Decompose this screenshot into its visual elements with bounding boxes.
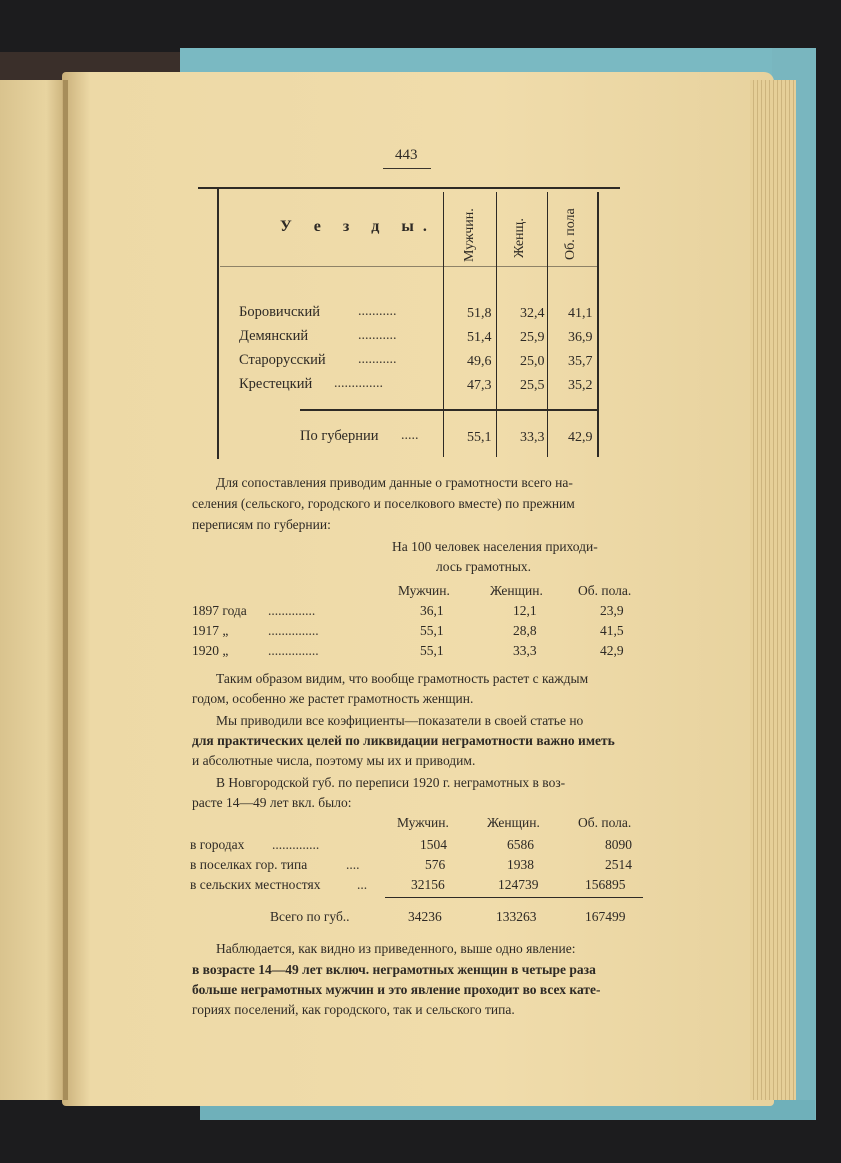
- total-both: 42,9: [568, 430, 593, 445]
- table-caption: лось грамотных.: [436, 559, 532, 574]
- table-row-dots: ...........: [358, 304, 397, 319]
- table-row-dots: ...........: [358, 352, 397, 367]
- total-row-dots: .....: [401, 428, 419, 443]
- cell-both: 41,1: [568, 306, 593, 321]
- row-label: в сельских местностях: [190, 877, 321, 892]
- cell-women: 32,4: [520, 306, 545, 321]
- total-rule: [385, 897, 643, 898]
- paragraph-line: переписям по губернии:: [192, 517, 331, 532]
- cell-both: 35,7: [568, 354, 593, 369]
- table-right-rule: [597, 192, 599, 457]
- col-header-both: Об. пола.: [578, 815, 632, 830]
- table-row-name: Демянский: [239, 328, 309, 344]
- cell-women: 124739: [498, 877, 539, 892]
- table-left-rule: [217, 189, 219, 459]
- cell-men: 51,8: [467, 306, 492, 321]
- paragraph-line: Для сопоставления приводим данные о грамотности всего на-: [216, 475, 573, 490]
- table-total-rule: [300, 409, 598, 411]
- table-col-divider: [496, 192, 497, 457]
- page-edges: [750, 80, 796, 1100]
- total-both: 167499: [585, 909, 626, 924]
- cell-women: 33,3: [513, 643, 537, 658]
- row-dots: ...............: [268, 623, 319, 638]
- row-dots: ..............: [268, 603, 316, 618]
- paragraph-line: в возрасте 14—49 лет включ. неграмотных женщин в четыре раза: [192, 962, 596, 977]
- total-row-name: По губернии: [300, 428, 379, 444]
- row-dots: ....: [346, 857, 360, 872]
- cell-women: 25,0: [520, 354, 545, 369]
- cell-both: 42,9: [600, 643, 624, 658]
- cell-men: 55,1: [420, 623, 444, 638]
- col-header-men: Мужчин.: [398, 583, 450, 598]
- cell-women: 25,5: [520, 378, 545, 393]
- col-header-women: Женщин.: [487, 815, 540, 830]
- cell-both: 156895: [585, 877, 626, 892]
- col-header-men: Мужчин.: [397, 815, 449, 830]
- cell-men: 32156: [411, 877, 445, 892]
- total-men: 34236: [408, 909, 442, 924]
- cell-men: 51,4: [467, 330, 492, 345]
- cell-women: 1938: [507, 857, 534, 872]
- year-label: 1897 года: [192, 603, 247, 618]
- total-women: 133263: [496, 909, 537, 924]
- cell-women: 6586: [507, 837, 534, 852]
- row-label: в поселках гор. типа: [190, 857, 308, 872]
- table-row-name: Боровичский: [239, 304, 320, 320]
- paragraph-line: Наблюдается, как видно из приведенного, выше одно явление:: [216, 941, 576, 956]
- paragraph-line: Таким образом видим, что вообще грамотность растет с каждым: [216, 671, 589, 686]
- table-header-rule: [220, 266, 597, 267]
- year-label: 1917 „: [192, 623, 229, 638]
- table-col-divider: [547, 192, 548, 457]
- table-row-dots: ..............: [334, 376, 383, 391]
- table-caption: На 100 человек населения приходи-: [392, 539, 598, 554]
- cell-men: 36,1: [420, 603, 444, 618]
- paragraph-line: расте 14—49 лет вкл. было:: [192, 795, 352, 810]
- page-number: 443: [395, 147, 418, 163]
- cell-women: 28,8: [513, 623, 537, 638]
- book-gutter: [63, 80, 68, 1100]
- paragraph-line: больше неграмотных мужчин и это явление проходит во всех кате-: [192, 982, 601, 997]
- total-label: Всего по губ..: [270, 909, 350, 924]
- col-header-women: Женщин.: [490, 583, 543, 598]
- cell-both: 8090: [605, 837, 632, 852]
- total-men: 55,1: [467, 430, 492, 445]
- cell-both: 2514: [605, 857, 632, 872]
- col-header-both: Об. пола: [563, 208, 578, 260]
- page-number-underline: [383, 168, 431, 169]
- paragraph-line: годом, особенно же растет грамотность женщин.: [192, 691, 474, 706]
- paragraph-line: гориях поселений, как городского, так и сельского типа.: [192, 1002, 515, 1017]
- row-dots: ...: [357, 877, 368, 892]
- paragraph-line: для практических целей по ликвидации неграмотности важно иметь: [192, 733, 615, 748]
- cell-men: 1504: [420, 837, 447, 852]
- col-header-men: Мужчин.: [462, 208, 477, 262]
- paragraph-line: Мы приводили все коэфициенты—показатели в своей статье но: [216, 713, 584, 728]
- row-dots: ...............: [268, 643, 319, 658]
- row-dots: ..............: [272, 837, 320, 852]
- table-col-divider: [443, 192, 444, 457]
- col-header-both: Об. пола.: [578, 583, 632, 598]
- total-women: 33,3: [520, 430, 545, 445]
- cell-men: 55,1: [420, 643, 444, 658]
- row-label: в городах: [190, 837, 245, 852]
- paragraph-line: и абсолютные числа, поэтому мы их и приводим.: [192, 753, 476, 768]
- cell-both: 35,2: [568, 378, 593, 393]
- left-page: [0, 80, 66, 1100]
- table-top-rule: [198, 187, 620, 189]
- paragraph-line: селения (сельского, городского и поселкового вместе) по прежним: [192, 496, 575, 511]
- cell-women: 12,1: [513, 603, 537, 618]
- paragraph-line: В Новгородской губ. по переписи 1920 г. неграмотных в воз-: [216, 775, 566, 790]
- table-row-dots: ...........: [358, 328, 397, 343]
- uezd-header: У е з д ы.: [280, 218, 436, 235]
- cell-both: 36,9: [568, 330, 593, 345]
- cell-women: 25,9: [520, 330, 545, 345]
- cell-men: 49,6: [467, 354, 492, 369]
- year-label: 1920 „: [192, 643, 229, 658]
- cell-both: 41,5: [600, 623, 624, 638]
- table-row-name: Крестецкий: [239, 376, 313, 392]
- cell-both: 23,9: [600, 603, 624, 618]
- cell-men: 576: [425, 857, 446, 872]
- cell-men: 47,3: [467, 378, 492, 393]
- table-row-name: Старорусский: [239, 352, 326, 368]
- col-header-women: Женщ.: [512, 218, 527, 258]
